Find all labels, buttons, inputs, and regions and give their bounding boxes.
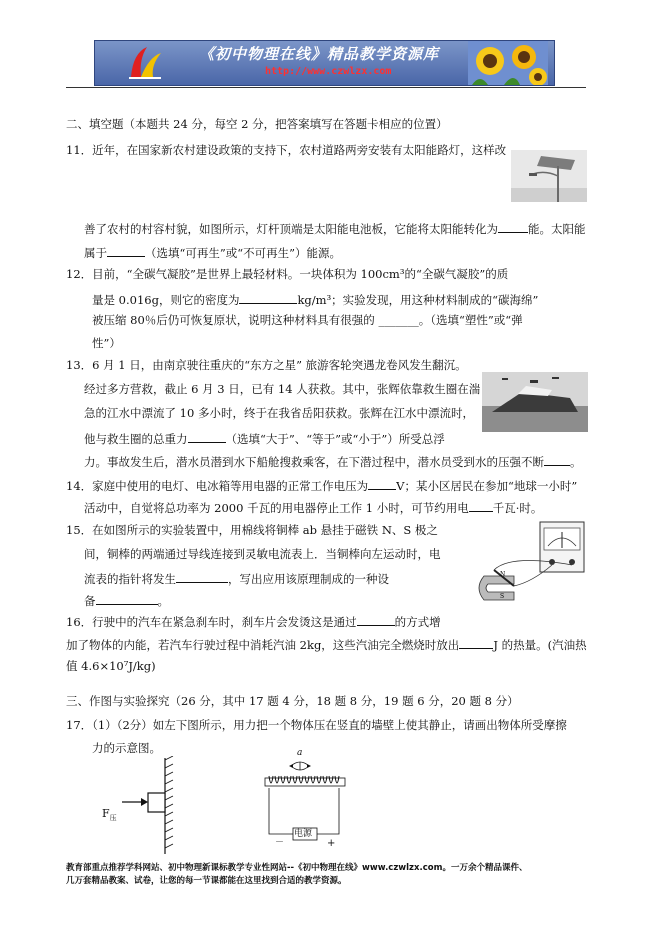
banner-url[interactable]: http://www.czwlzx.com (265, 66, 392, 77)
q15-line-2: 间，铜棒的两端通过导线连接到灵敏电流表上．当铜棒向左运动时，电 (84, 547, 441, 561)
q14-blank-1 (368, 478, 396, 490)
q11-line-3-text-b: （选填“可再生”或“不可再生”）能源。 (145, 246, 342, 260)
q15-blank-1 (176, 571, 228, 583)
svg-text:S: S (500, 593, 505, 600)
q16-blank-2 (459, 637, 493, 649)
solenoid-circuit-diagram (255, 748, 355, 852)
section-2-header: 二、填空题（本题共 24 分，每空 2 分，把答案填写在答题卡相应的位置） (66, 117, 448, 131)
q14-line-2-text-a: 活动中，自觉将总功率为 2000 千瓦的用电器停止工作 1 小时，可节约用电 (84, 501, 469, 515)
q13-blank-1 (188, 431, 226, 443)
q15-line-1: 15．在如图所示的实验装置中，用棉线将铜棒 ab 悬挂于磁铁 N、S 极之 (66, 523, 438, 537)
q11-line-2 (84, 221, 586, 237)
q12-line-2-text-b: kg/m³；实验发现，用这种材料制成的“碳海绵” (297, 293, 539, 307)
q12-line-4: 性”） (92, 336, 121, 350)
q13-line-4 (84, 431, 445, 447)
solar-streetlight-photo (511, 150, 587, 202)
q13-line-5-text-a: 力。事故发生后，潜水员潜到水下船舱搜救乘客，在下潜过程中，潜水员受到水的压强不断 (84, 455, 544, 469)
force-label (102, 807, 117, 823)
q11-line-2-text-b: 能。太阳能 (528, 222, 586, 236)
q11-blank-1 (498, 221, 528, 233)
q14-line-1-text-a: 14．家庭中使用的电灯、电冰箱等用电器的正常工作电压为 (66, 479, 369, 493)
footer-line-2: 几万套精品教案、试卷，让您的每一节课都能在这里找到合适的教学资源。 (66, 876, 347, 887)
q11-line-1: 11．近年，在国家新农村建设政策的支持下，农村道路两旁安装有太阳能路灯，这样改 (66, 143, 507, 157)
force-subscript: 压 (109, 814, 117, 823)
q17-line-2: 力的示意图。 (92, 741, 161, 755)
sunflower-image (468, 41, 548, 85)
q15-line-4-text-b: 。 (157, 594, 169, 608)
q12-line-1: 12．目前，“全碳气凝胶”是世界上最轻材料。一块体积为 100cm³的“全碳气凝胶”的质 (66, 267, 509, 281)
q11-line-3 (84, 245, 341, 261)
q16-line-2-text-b: J 的热量。(汽油热 (493, 638, 587, 652)
q15-line-3-text-a: 流表的指针将发生 (84, 572, 176, 586)
q17-line-1: 17．（1）（2分）如左下图所示，用力把一个物体压在竖直的墙壁上使其静止，请画出物体所受摩擦 (66, 718, 567, 732)
q12-line-2 (92, 292, 538, 308)
q13-line-4-text-b: （选填“大于”、“等于”或“小于”）所受总浮 (225, 432, 445, 446)
header-banner (94, 40, 555, 86)
q13-line-5-text-b: 。 (570, 455, 582, 469)
q13-line-3: 急的江水中漂流了 10 多小时，终于在我省岳阳获救。张辉在江水中漂流时， (84, 406, 474, 420)
banner-title: 《初中物理在线》精品教学资源库 (199, 45, 440, 63)
q12-line-3: 被压缩 80％后仍可恢复原状，说明这种材料具有很强的 _______。（选填“塑性”或“弹 (92, 313, 523, 327)
q13-line-2: 经过多方营救，截止 6 月 3 日，已有 14 人获救。其中，张辉依靠救生圈在湍 (84, 382, 481, 396)
q13-line-5 (84, 454, 582, 470)
logo-icon (125, 43, 165, 81)
q16-line-2 (66, 637, 587, 653)
header-rule (66, 87, 586, 88)
footer-line-1: 教育部重点推荐学科网站、初中物理新课标教学专业性网站--《初中物理在线》www.czwlzx.com。一万余个精品课件、 (66, 863, 528, 873)
q16-line-1 (66, 614, 441, 630)
wall-and-block-drawing (100, 756, 190, 856)
capsized-ship-photo (482, 372, 588, 432)
q16-line-3: 值 4.6×10⁷J/kg) (66, 659, 156, 673)
q16-line-1-text-b: 的方式增 (394, 615, 441, 629)
svg-text:N: N (500, 571, 506, 578)
galvanometer-experiment-diagram (470, 518, 590, 608)
section-3-header: 三、作图与实验探究（26 分，其中 17 题 4 分，18 题 8 分，19 题 6 分，20 题 8 分） (66, 694, 519, 708)
q15-line-3-text-b: ，写出应用该原理制成的一种设 (228, 572, 389, 586)
q15-blank-2 (96, 593, 158, 605)
q15-line-3 (84, 571, 389, 587)
q12-line-2-text-a: 量是 0.016g，则它的密度为 (92, 293, 240, 307)
q16-line-1-text-a: 16．行驶中的汽车在紧急刹车时，刹车片会发烫这是通过 (66, 615, 357, 629)
wall-block-diagram (100, 756, 190, 856)
q16-blank-1 (357, 614, 395, 626)
q13-blank-2 (544, 454, 570, 466)
q13-line-1: 13．6 月 1 日，由南京驶往重庆的“东方之星” 旅游客轮突遇龙卷风发生翻沉。 (66, 358, 467, 372)
q14-line-1 (66, 478, 577, 494)
minus-terminal-label: － (275, 838, 285, 848)
power-supply-label: 电源 (294, 829, 313, 839)
force-symbol: F (102, 807, 110, 820)
plus-terminal-label: + (327, 838, 336, 849)
point-a-label: a (297, 748, 303, 758)
q11-blank-2 (107, 245, 145, 257)
q13-line-4-text-a: 他与救生圈的总重力 (84, 432, 188, 446)
q15-line-4 (84, 593, 169, 609)
q14-line-2 (84, 500, 542, 516)
q11-line-3-text-a: 属于 (84, 246, 107, 260)
q14-line-2-text-b: 千瓦·时。 (492, 501, 543, 515)
q12-blank-1 (239, 292, 297, 304)
page-footer (66, 862, 596, 888)
q15-line-4-text-a: 备 (84, 594, 96, 608)
q16-line-2-text-a: 加了物体的内能，若汽车行驶过程中消耗汽油 2kg，这些汽油完全燃烧时放出 (66, 638, 460, 652)
q11-line-2-text-a: 善了农村的村容村貌，如图所示，灯杆顶端是太阳能电池板，它能将太阳能转化为 (84, 222, 498, 236)
q14-line-1-text-b: V；某小区居民在参加“地球一小时” (396, 479, 578, 493)
q14-blank-2 (469, 500, 493, 512)
